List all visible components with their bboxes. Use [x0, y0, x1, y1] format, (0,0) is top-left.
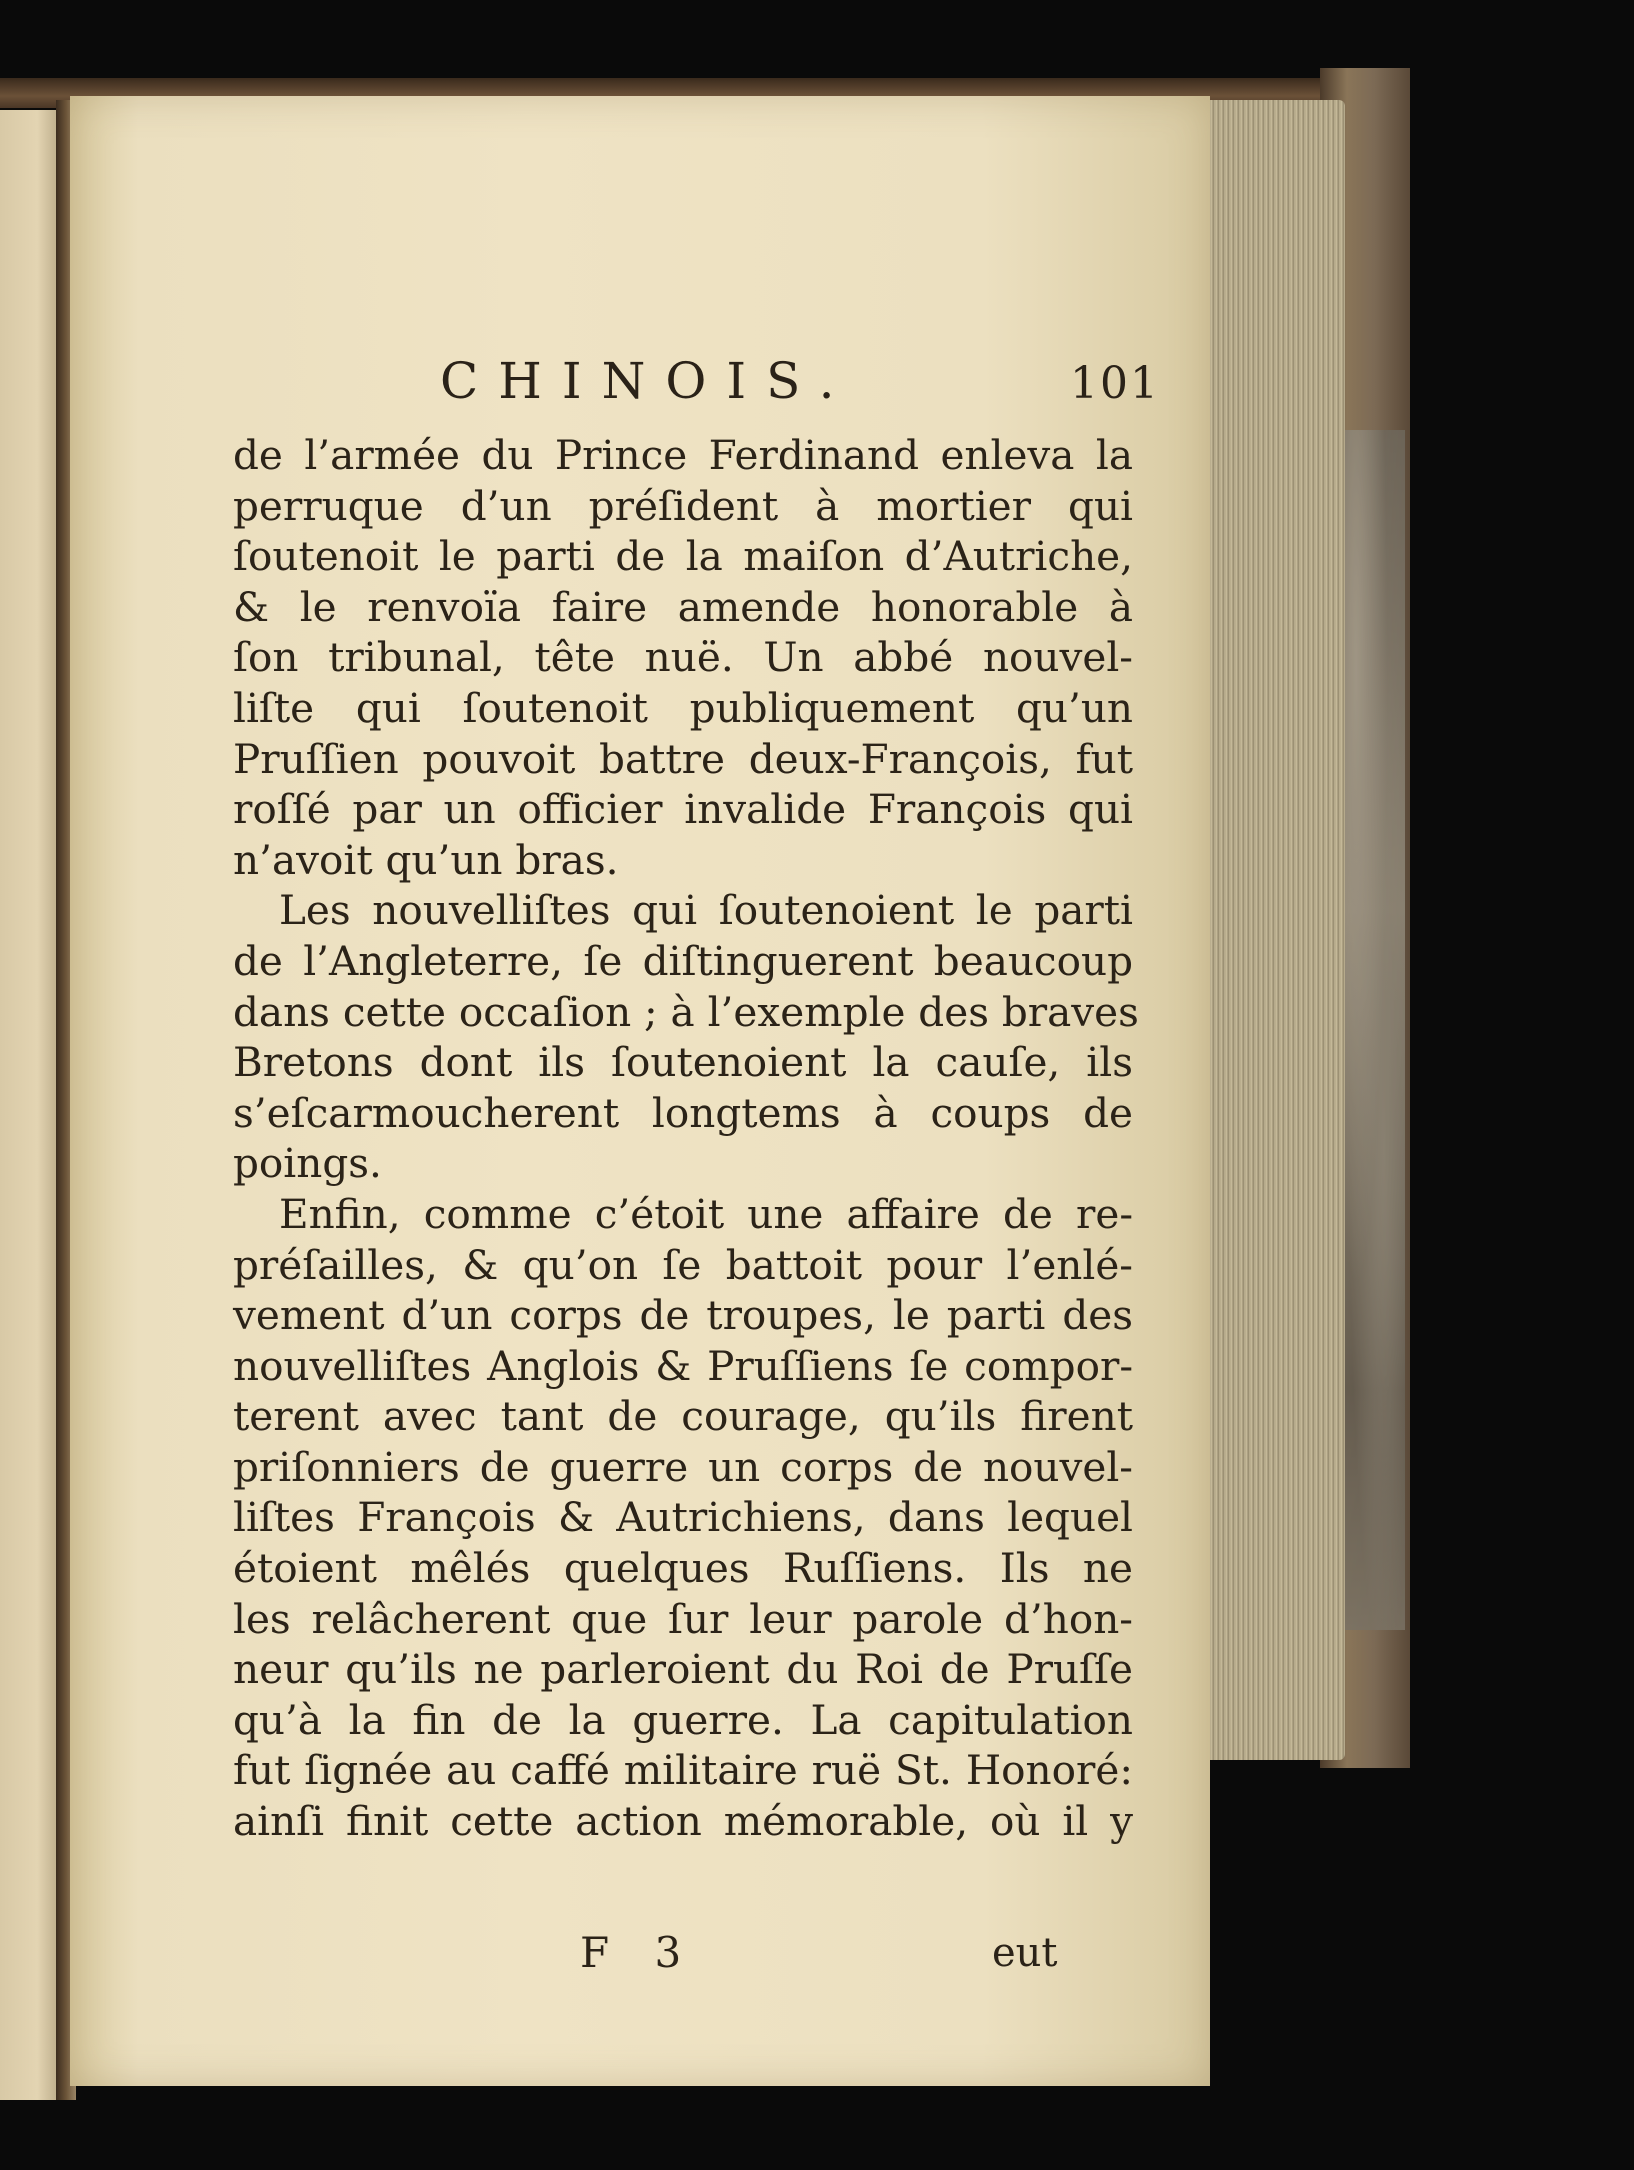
text-line: Enfin, comme c’étoit une affaire de re- [279, 1189, 1133, 1238]
text-line: terent avec tant de courage, qu’ils firent [233, 1392, 1133, 1441]
running-title: CHINOIS. [440, 352, 855, 410]
text-line: dans cette occaſion ; à l’exemple des braves [233, 987, 1139, 1036]
text-line: ainſi finit cette action mémorable, où il y [233, 1797, 1133, 1846]
text-line: Pruſſien pouvoit battre deux-François, fut [233, 734, 1133, 783]
page-fore-edge [1205, 100, 1345, 1760]
facing-page-edge [0, 110, 62, 2100]
text-line: & le renvoïa faire amende honorable à [233, 582, 1133, 631]
text-line: n’avoit qu’un bras. [233, 835, 619, 884]
text-line: roſſé par un officier invalide François qui [233, 785, 1133, 834]
text-line: s’eſcarmoucherent longtems à coups de [233, 1088, 1133, 1137]
text-line: étoient mêlés quelques Ruſſiens. Ils ne [233, 1544, 1133, 1593]
text-line: de l’armée du Prince Ferdinand enleva la [233, 431, 1133, 479]
signature-mark: F 3 [580, 1928, 698, 1977]
text-line: les relâcherent que ſur leur parole d’hon- [233, 1594, 1133, 1643]
text-line: priſonniers de guerre un corps de nouvel- [233, 1442, 1133, 1491]
text-line: poings. [233, 1139, 382, 1188]
text-line: fut ſignée au caffé militaire ruë St. Honoré: [233, 1746, 1133, 1795]
text-line: Bretons dont ils ſoutenoient la cauſe, ils [233, 1038, 1133, 1087]
catchword: eut [992, 1930, 1058, 1976]
page-footer [70, 1928, 1210, 1988]
body-text [233, 430, 1139, 1847]
text-line: ſoutenoit le parti de la maiſon d’Autriche, [233, 532, 1133, 581]
page-header [70, 352, 1210, 422]
page-number: 101 [1070, 358, 1160, 409]
text-line: préſailles, & qu’on ſe battoit pour l’enlé- [233, 1240, 1133, 1289]
text-line: de l’Angleterre, ſe diſtinguerent beaucoup [233, 936, 1133, 985]
text-line: ſon tribunal, tête nuë. Un abbé nouvel- [233, 633, 1133, 682]
text-line: vement d’un corps de troupes, le parti des [233, 1291, 1133, 1340]
text-line: nouvelliſtes Anglois & Pruſſiens ſe compor- [233, 1341, 1133, 1390]
book-page [70, 96, 1210, 2086]
marbled-board [1335, 430, 1405, 1630]
text-line: neur qu’ils ne parleroient du Roi de Pruſſe [233, 1645, 1133, 1694]
text-line: qu’à la fin de la guerre. La capitulation [233, 1695, 1133, 1744]
text-line: liſtes François & Autrichiens, dans lequel [233, 1493, 1133, 1542]
text-line: liſte qui ſoutenoit publiquement qu’un [233, 683, 1133, 732]
text-line: Les nouvelliſtes qui ſoutenoient le parti [279, 886, 1133, 935]
text-line: perruque d’un préſident à mortier qui [233, 481, 1133, 530]
